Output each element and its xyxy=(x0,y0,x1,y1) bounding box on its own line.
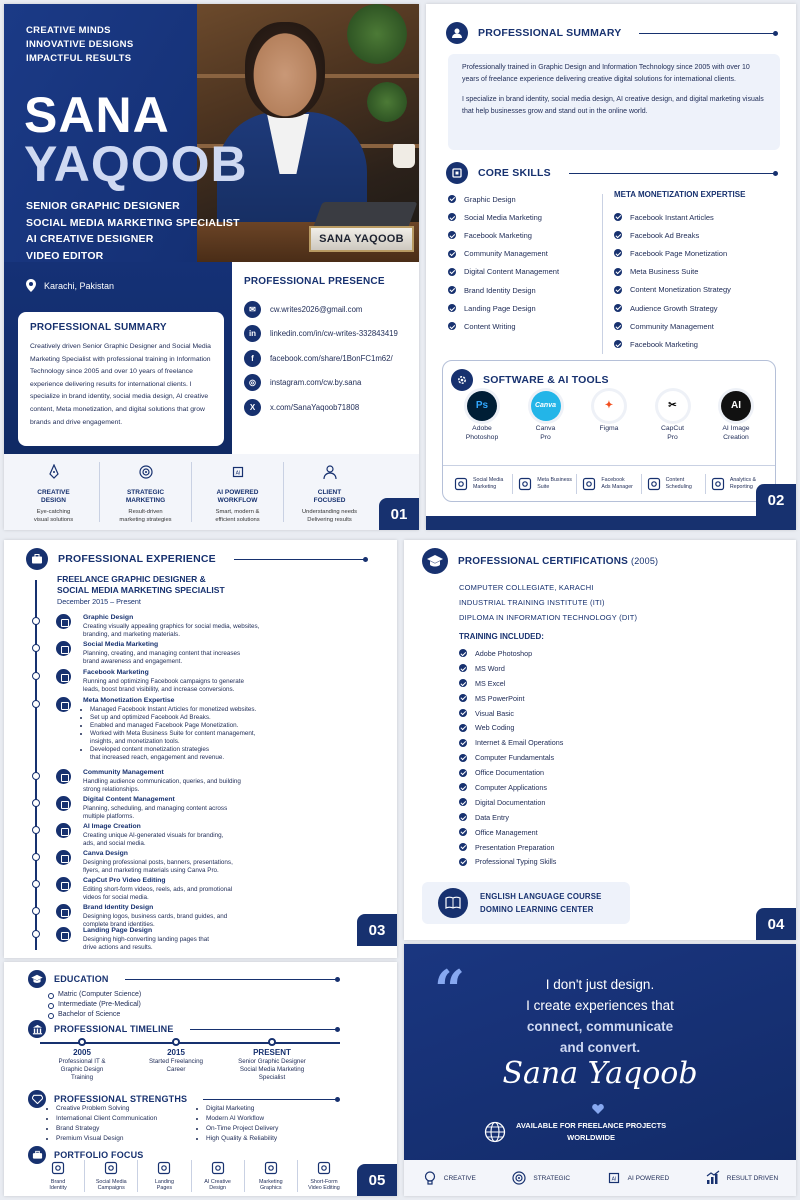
training-list xyxy=(459,646,563,869)
strength-item: • High Quality & Reliability xyxy=(206,1134,278,1144)
strength-item: • Modern AI Workflow xyxy=(206,1114,278,1124)
training-item: Internet & Email Operations xyxy=(459,735,563,750)
target-icon xyxy=(511,1170,527,1186)
portfolio-item: Marketing Graphics xyxy=(245,1160,298,1192)
strength-item: • International Client Communication xyxy=(56,1114,157,1124)
linkedin-icon: in xyxy=(244,325,261,342)
contact-link[interactable]: instagram.com/cw.by.sana xyxy=(270,378,362,388)
portfolio-item: Brand Identity xyxy=(32,1160,85,1192)
divider xyxy=(569,173,776,174)
pen-icon xyxy=(46,464,62,480)
video-editing-icon xyxy=(316,1160,332,1176)
contact-link[interactable]: x.com/SanaYaqoob71808 xyxy=(270,402,360,412)
bottom-bar xyxy=(426,516,796,530)
presence-panel xyxy=(232,262,419,454)
summary-title: PROFESSIONAL SUMMARY xyxy=(30,322,167,333)
entry-icon xyxy=(56,927,71,942)
contact-item[interactable] xyxy=(244,346,407,371)
quote-text: I don't just design. I create experiences that connect, communicate and convert. xyxy=(526,977,674,1055)
portfolio-header: PORTFOLIO FOCUS xyxy=(28,1146,338,1164)
contact-item[interactable] xyxy=(244,395,407,420)
training-item: Digital Documentation xyxy=(459,795,563,810)
presence-title: PROFESSIONAL PRESENCE xyxy=(244,276,385,287)
portfolio-item: Short-Form Video Editing xyxy=(298,1160,350,1192)
values-footer xyxy=(404,1160,796,1196)
timeline-dot xyxy=(32,700,40,708)
section-title: SOFTWARE & AI TOOLS xyxy=(483,374,609,386)
portfolio-item: AI Creative Design xyxy=(192,1160,245,1192)
diamond-icon xyxy=(28,1090,46,1108)
timeline-dot xyxy=(32,853,40,861)
section-title: PROFESSIONAL EXPERIENCE xyxy=(58,553,216,565)
tagline: CREATIVE MINDS INNOVATIVE DESIGNS IMPACTFUL RESULTS xyxy=(26,25,134,64)
core-skills-list xyxy=(448,190,559,336)
timeline-dot xyxy=(32,880,40,888)
check-icon xyxy=(614,340,622,348)
value-item: CREATIVE xyxy=(422,1170,476,1186)
ai-image-icon: AI xyxy=(721,391,751,421)
svg-text:AI: AI xyxy=(611,1176,617,1183)
app-item: Ps Adobe Photoshop xyxy=(453,391,511,442)
feature-item: AI AI POWERED WORKFLOW Smart, modern & efficient solutions xyxy=(192,462,284,522)
timeline-dot xyxy=(32,644,40,652)
strength-item: • Brand Strategy xyxy=(56,1124,157,1134)
name-plate: SANA YAQOOB xyxy=(309,226,414,252)
check-icon xyxy=(459,813,467,821)
job-date: December 2015 – Present xyxy=(57,597,141,606)
entry-icon xyxy=(56,641,71,656)
skills-header xyxy=(446,162,776,184)
contact-link[interactable]: linkedin.com/in/cw-writes-332843419 xyxy=(270,329,398,339)
check-icon xyxy=(459,694,467,702)
ai-chip-icon xyxy=(230,464,246,480)
check-icon xyxy=(459,679,467,687)
check-icon xyxy=(448,250,456,258)
english-course-card: ENGLISH LANGUAGE COURSE DOMINO LEARNING CENTER xyxy=(422,882,630,924)
timeline-dot xyxy=(32,617,40,625)
check-icon xyxy=(614,322,622,330)
graduation-cap-icon xyxy=(28,970,46,988)
check-icon xyxy=(459,769,467,777)
skill-item: Landing Page Design xyxy=(448,299,559,317)
strength-item: • Premium Visual Design xyxy=(56,1134,157,1144)
entry-icon xyxy=(56,823,71,838)
contact-link[interactable]: facebook.com/share/1BonFC1m62/ xyxy=(270,353,393,363)
skill-item: Community Management xyxy=(448,245,559,263)
entry-icon xyxy=(56,850,71,865)
training-item: Data Entry xyxy=(459,810,563,825)
divider xyxy=(190,1029,338,1030)
contact-item[interactable] xyxy=(244,322,407,347)
timeline-item: 2005 Professional IT & Graphic Design Training xyxy=(32,1038,132,1081)
timeline-dot xyxy=(268,1038,276,1046)
training-item: Web Coding xyxy=(459,720,563,735)
skill-item: Brand Identity Design xyxy=(448,281,559,299)
summary-header xyxy=(446,22,776,44)
check-icon xyxy=(459,739,467,747)
tool-strip-item: Facebook Ads Manager xyxy=(577,474,641,494)
check-icon xyxy=(448,304,456,312)
briefcase-icon xyxy=(26,548,48,570)
person-icon xyxy=(322,464,338,480)
check-icon xyxy=(459,783,467,791)
check-icon xyxy=(614,286,622,294)
training-item: Computer Fundamentals xyxy=(459,750,563,765)
value-item: STRATEGIC xyxy=(511,1170,570,1186)
growth-chart-icon xyxy=(705,1170,721,1186)
timeline-item: PRESENT Senior Graphic Designer Social Media Marketing Specialist xyxy=(222,1038,322,1081)
value-item: AI AI POWERED xyxy=(606,1170,670,1186)
tools-header xyxy=(451,369,609,391)
entry-icon xyxy=(56,904,71,919)
divider xyxy=(234,559,366,560)
figma-icon: ✦ xyxy=(594,391,624,421)
portfolio-item: Landing Pages xyxy=(138,1160,191,1192)
x-icon: X xyxy=(244,399,261,416)
contact-item[interactable] xyxy=(244,297,407,322)
ai-chip-icon xyxy=(606,1170,622,1186)
meta-skill-item: Facebook Page Monetization xyxy=(614,244,745,262)
training-item: MS Excel xyxy=(459,676,563,691)
tool-strip-item: Meta Business Suite xyxy=(513,474,577,494)
meta-skill-item: Facebook Ad Breaks xyxy=(614,226,745,244)
tool-strip-item: Analytics & Reporting xyxy=(706,474,769,494)
timeline-header: PROFESSIONAL TIMELINE xyxy=(28,1020,338,1038)
training-item: MS PowerPoint xyxy=(459,691,563,706)
training-item: Office Documentation xyxy=(459,765,563,780)
first-name: SANA xyxy=(24,87,170,143)
page-number: 05 xyxy=(357,1164,397,1196)
ai-creative-icon xyxy=(210,1160,226,1176)
timeline-dot xyxy=(32,672,40,680)
timeline-dot xyxy=(32,907,40,915)
location: Karachi, Pakistan xyxy=(26,279,114,292)
portfolio-list xyxy=(32,1160,350,1192)
summary-box: Professionally trained in Graphic Design and Information Technology since 2005 with over 10 years of freelance experience delivering creative digital solutions for international clients. I specialize in brand identity, social media design, AI creative design, and digital marketing visuals that help businesses grow and stand out in the online world. xyxy=(448,54,780,150)
check-icon xyxy=(614,231,622,239)
skill-item: Graphic Design xyxy=(448,190,559,208)
entry-icon xyxy=(56,796,71,811)
check-icon xyxy=(448,213,456,221)
portrait-head xyxy=(245,22,325,118)
plant xyxy=(367,82,407,122)
check-icon xyxy=(448,195,456,203)
check-icon xyxy=(459,828,467,836)
calendar-icon xyxy=(646,476,662,492)
meta-column xyxy=(614,190,745,354)
globe-icon xyxy=(484,1121,506,1143)
entry-icon xyxy=(56,769,71,784)
check-icon xyxy=(614,268,622,276)
section-title: PROFESSIONAL SUMMARY xyxy=(478,27,622,39)
role-list: SENIOR GRAPHIC DESIGNER SOCIAL MEDIA MARKETING SPECIALIST AI CREATIVE DESIGNER VIDEO EDITOR xyxy=(26,200,240,262)
strengths-header: PROFESSIONAL STRENGTHS xyxy=(28,1090,338,1108)
job-title: FREELANCE GRAPHIC DESIGNER & SOCIAL MEDIA MARKETING SPECIALIST xyxy=(57,574,225,595)
skill-item: Content Writing xyxy=(448,317,559,335)
resume-page-2 xyxy=(426,4,796,530)
training-item: MS Word xyxy=(459,661,563,676)
training-item: Professional Typing Skills xyxy=(459,854,563,869)
last-name: YAQOOB xyxy=(24,136,248,192)
capcut-icon: ✂ xyxy=(658,391,688,421)
target-icon xyxy=(138,464,154,480)
meta-skill-item: Facebook Marketing xyxy=(614,335,745,353)
skill-item: Facebook Marketing xyxy=(448,226,559,244)
skill-item: Digital Content Management xyxy=(448,263,559,281)
timeline-dot xyxy=(172,1038,180,1046)
brand-identity-icon xyxy=(50,1160,66,1176)
social-campaign-icon xyxy=(103,1160,119,1176)
training-item: Presentation Preparation xyxy=(459,840,563,855)
check-icon xyxy=(448,231,456,239)
check-icon xyxy=(614,213,622,221)
experience-header xyxy=(26,548,366,570)
app-item: AI AI Image Creation xyxy=(707,391,765,442)
building-icon xyxy=(28,1020,46,1038)
book-icon xyxy=(438,888,468,918)
canva-icon: Canva xyxy=(531,391,561,421)
software-tools-card xyxy=(442,360,776,502)
resume-page-1 xyxy=(4,4,419,530)
check-icon xyxy=(448,268,456,276)
photoshop-icon: Ps xyxy=(467,391,497,421)
megaphone-icon xyxy=(453,476,469,492)
check-icon xyxy=(459,724,467,732)
meta-title: META MONETIZATION EXPERTISE xyxy=(614,190,746,199)
entry-icon xyxy=(56,669,71,684)
timeline-dot xyxy=(78,1038,86,1046)
analytics-icon xyxy=(710,476,726,492)
app-item: ✂ CapCut Pro xyxy=(644,391,702,442)
timeline-item: 2015 Started Freelancing Career xyxy=(126,1038,226,1074)
resume-page-6 xyxy=(404,944,796,1196)
training-item: Office Management xyxy=(459,825,563,840)
plant xyxy=(347,4,407,64)
timeline-dot xyxy=(32,772,40,780)
heart-icon xyxy=(592,1104,604,1114)
meta-skill-item: Meta Business Suite xyxy=(614,263,745,281)
page-number: 01 xyxy=(379,498,419,530)
check-icon xyxy=(459,798,467,806)
graduation-cap-icon xyxy=(422,548,448,574)
instagram-icon: ◎ xyxy=(244,374,261,391)
strength-item: • Digital Marketing xyxy=(206,1104,278,1114)
tool-strip-item: Social Media Marketing xyxy=(449,474,513,494)
check-icon xyxy=(614,249,622,257)
divider xyxy=(639,33,776,34)
training-item: Computer Applications xyxy=(459,780,563,795)
person-icon xyxy=(446,22,468,44)
skill-item: Social Media Marketing xyxy=(448,208,559,226)
contact-link[interactable]: cw.writes2026@gmail.com xyxy=(270,304,363,314)
institute-list: COMPUTER COLLEGIATE, KARACHI INDUSTRIAL TRAINING INSTITUTE (ITI) DIPLOMA IN INFORMATION TECHNOLOGY (DIT) xyxy=(459,583,638,622)
feature-item: STRATEGIC MARKETING Result-driven marketing strategies xyxy=(100,462,192,522)
entry-icon xyxy=(56,877,71,892)
quote-mark-icon: “ xyxy=(434,958,466,1022)
meta-skill-item: Facebook Instant Articles xyxy=(614,208,745,226)
check-icon xyxy=(614,304,622,312)
section-title: PROFESSIONAL CERTIFICATIONS (2005) xyxy=(458,555,659,567)
svg-text:AI: AI xyxy=(235,470,240,477)
timeline-dot xyxy=(32,826,40,834)
summary-text: Creatively driven Senior Graphic Designer and Social Media Marketing Specialist with professional training in Information Technology since 2005 and over 10 years of freelance experience delivering results for international clients. I specialize in brand identity, social media design, AI creative content, Meta monetization, and digital solutions that grow brands and drive engagement. xyxy=(30,343,211,426)
column-divider xyxy=(602,194,603,354)
page-number: 03 xyxy=(357,914,397,946)
resume-page-3: PROFESSIONAL EXPERIENCE FREELANCE GRAPHIC DESIGNER & SOCIAL MEDIA MARKETING SPECIALIST December 2015 – Present Graphic Design Creating visually appealing graphics for social media, websites, branding, and marketing materials. Social Media Marketing Planning, creating, and managing content that increases brand awareness and engagement. Facebook Marketing Running and optimizing Facebook campaigns to generate leads, boost brand visibility, and increase conversions. Meta Monetization Expertise • Managed Facebook Instant Articles for monetized websites. • Set up and optimized Facebook Ad Breaks. • Enabled and managed Facebook Page Monetization. • Worked with Meta Business Suite for content management, insights, and monetization tools. • Developed content monetization strategies that increased reach, engagement and revenue. Community Management Handling audience communication, queries, and building strong relationships. Digital Content Management Planning, scheduling, and managing content across multiple platforms. AI Image Creation Creating unique AI-generated visuals for branding, ads, and social media. Canva Design Designing professional posts, banners, presentations, flyers, and marketing materials using Canva Pro. CapCut Pro Video Editing Editing short-form videos, reels, ads, and promotional videos for social media. Brand Identity Design Designing logos, business cards, brand guides, and complete brand identities. Landing Page Design Designing high-converting landing pages that drive actions and results. 03 xyxy=(4,540,397,958)
check-icon xyxy=(448,322,456,330)
timeline-dot xyxy=(32,930,40,938)
training-item: Visual Basic xyxy=(459,706,563,721)
value-item: RESULT DRIVEN xyxy=(705,1170,778,1186)
check-icon xyxy=(459,664,467,672)
availability: AVAILABLE FOR FREELANCE PROJECTS WORLDWIDE xyxy=(484,1120,666,1144)
location-pin-icon xyxy=(26,279,36,292)
education-header: EDUCATION xyxy=(28,970,338,988)
coffee-mug xyxy=(393,144,415,168)
strength-item: • Creative Problem Solving xyxy=(56,1104,157,1114)
gear-icon xyxy=(451,369,473,391)
tool-strip-item: Content Scheduling xyxy=(642,474,706,494)
meta-icon xyxy=(517,476,533,492)
meta-skill-item: Content Monetization Strategy xyxy=(614,281,745,299)
summary-card xyxy=(18,312,224,446)
portfolio-item: Social Media Campaigns xyxy=(85,1160,138,1192)
resume-page-4 xyxy=(404,540,796,940)
check-icon xyxy=(459,858,467,866)
entry-icon xyxy=(56,614,71,629)
marketing-graphics-icon xyxy=(263,1160,279,1176)
feature-item: CREATIVE DESIGN Eye-catching visual solutions xyxy=(8,462,100,522)
timeline-dot xyxy=(32,799,40,807)
facebook-icon: f xyxy=(244,350,261,367)
page-number: 02 xyxy=(756,484,796,516)
landing-page-icon xyxy=(156,1160,172,1176)
app-item: Canva Canva Pro xyxy=(517,391,575,442)
entry-icon xyxy=(56,697,71,712)
check-icon xyxy=(459,649,467,657)
meta-bullets: • Managed Facebook Instant Articles for monetized websites. • Set up and optimized Facebook Ad Breaks. • Enabled and managed Facebook Page Monetization. • Worked with Meta Business Suite for content management, insights, and monetization tools. • Developed content monetization strategies that increased reach, engagement and revenue. xyxy=(90,706,320,762)
meta-skill-item: Audience Growth Strategy xyxy=(614,299,745,317)
app-item: ✦ Figma xyxy=(580,391,638,442)
meta-skill-item: Community Management xyxy=(614,317,745,335)
check-icon xyxy=(459,709,467,717)
check-icon xyxy=(448,286,456,294)
certifications-header xyxy=(422,548,658,574)
contact-item[interactable] xyxy=(244,371,407,396)
experience-timeline xyxy=(35,580,37,950)
strengths-list-left xyxy=(56,1104,157,1144)
divider xyxy=(203,1099,338,1100)
training-title: TRAINING INCLUDED: xyxy=(459,632,544,641)
divider xyxy=(125,979,338,980)
feature-item: CLIENT FOCUSED Understanding needs Delivering results xyxy=(284,462,375,522)
page-number: 04 xyxy=(756,908,796,940)
thumbs-up-icon xyxy=(581,476,597,492)
training-item: Adobe Photoshop xyxy=(459,646,563,661)
education-list: Matric (Computer Science) Intermediate (Pre-Medical) Bachelor of Science xyxy=(48,990,141,1020)
strengths-list-right xyxy=(206,1104,278,1144)
resume-page-5 xyxy=(4,962,397,1196)
strength-item: • On-Time Project Delivery xyxy=(206,1124,278,1134)
check-icon xyxy=(459,843,467,851)
lightbulb-icon xyxy=(422,1170,438,1186)
signature: Sana Yaqoob xyxy=(502,1056,698,1091)
feature-strip xyxy=(4,454,419,530)
section-title: CORE SKILLS xyxy=(478,167,551,179)
check-icon xyxy=(459,754,467,762)
email-icon: ✉ xyxy=(244,301,261,318)
skills-icon xyxy=(446,162,468,184)
